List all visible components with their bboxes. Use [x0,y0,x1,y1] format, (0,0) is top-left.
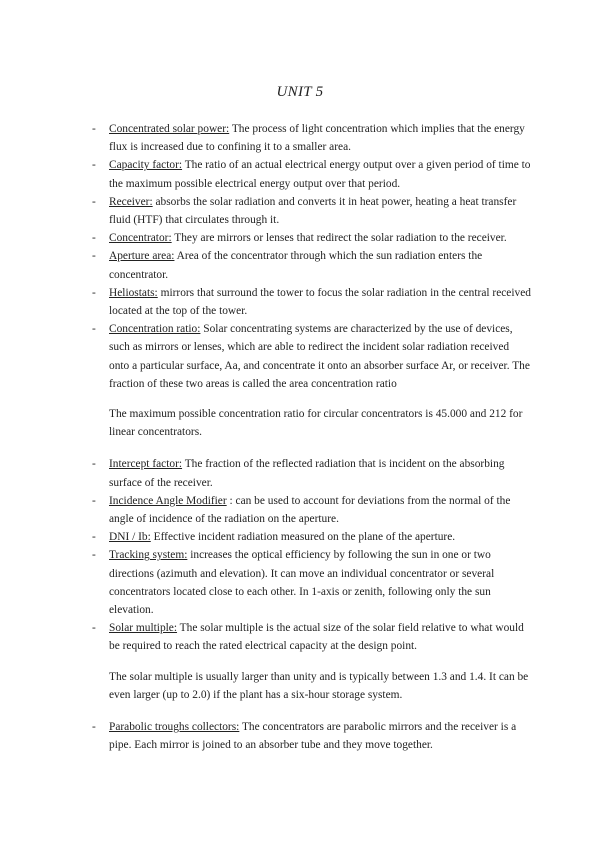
list-dash: - [92,531,96,544]
list-dash: - [92,123,96,135]
term: Aperture area: [109,250,175,263]
paragraph: The solar multiple is usually larger than unity and is typically between 1.3 and 1.4. It can be even larger (up to 2.0) if the plant has a six-hour storage system. [109,670,529,701]
list-item [92,619,532,655]
list-item [92,284,532,320]
term: Concentrated solar power: [109,123,230,135]
term: Tracking system: [109,549,188,562]
list-item [92,156,532,192]
list-item [92,247,532,283]
list-item [92,120,532,156]
list-item [92,320,532,393]
term: Concentration ratio: [109,323,201,336]
definition: The fraction of the reflected radiation that is incident on the absorbing surface of the receiver. [109,458,505,489]
list-dash: - [92,458,96,471]
definition: absorbs the solar radiation and converts it in heat power, heating a heat transfer fluid (HTF) that circulates through it. [109,195,517,227]
term: Solar multiple: [109,622,178,635]
term: Receiver: [109,195,153,208]
term: Heliostats: [109,286,158,299]
definition: : can be used to account for deviations from the normal of the angle of incidence of the radiation on the aperture. [109,494,511,526]
list-item [92,718,532,754]
paragraph: The maximum possible concentration ratio for circular concentrators is 45.000 and 212 for linear concentrators. [109,408,523,439]
list-item [92,492,532,528]
list-dash: - [92,232,96,245]
list-item [92,546,532,619]
term: Parabolic troughs collectors: [109,721,240,734]
definition: The process of light concentration which implies that the energy flux is increased due to confining it to a smaller area. [109,123,525,154]
list-dash: - [92,159,96,172]
term: Intercept factor: [109,458,183,471]
term: Concentrator: [109,232,172,245]
term: DNI / Ib: [109,531,151,544]
list-dash: - [92,195,96,208]
list-dash: - [92,494,96,507]
glossary-content [92,120,532,755]
list-item [92,193,532,229]
definition: The ratio of an actual electrical energy output over a given period of time to the maximum possible electrical energy output over that period. [109,159,531,190]
page-title: UNIT 5 [276,84,324,100]
definition: increases the optical efficiency by following the sun in one or two directions (azimuth and elevation). It can move an individual concentrator or several concentrators located close to each other. In 1-axis or zenith, following only the sun elevation. [109,549,495,617]
list-dash: - [92,323,96,336]
list-dash: - [92,721,96,734]
definition: Area of the concentrator through which the sun radiation enters the concentrator. [109,250,483,281]
definition: Solar concentrating systems are characterized by the use of devices, such as mirrors or lenses, which are able to redirect the incident solar radiation received onto a particular surface, Aa, and concentrate it onto an absorber surface Ar, or receiver. The fraction of these two areas is called the area concentration ratio [109,323,530,390]
list-dash: - [92,622,96,635]
list-dash: - [92,286,96,299]
definition: mirrors that surround the tower to focus the solar radiation in the central received located at the top of the tower. [109,286,531,318]
list-dash: - [92,549,96,562]
list-item [92,229,532,247]
definition: Effective incident radiation measured on the plane of the aperture. [150,531,456,544]
list-item [92,528,532,546]
definition: The solar multiple is the actual size of the solar field relative to what would be required to reach the rated electrical capacity at the design point. [109,622,524,653]
list-dash: - [92,250,96,263]
definition: They are mirrors or lenses that redirect the solar radiation to the receiver. [171,232,507,245]
list-item [92,455,532,491]
term: Incidence Angle Modifier [109,494,227,507]
definition: The concentrators are parabolic mirrors and the receiver is a pipe. Each mirror is joined to an absorber tube and they move together. [109,721,517,752]
term: Capacity factor: [109,159,183,172]
